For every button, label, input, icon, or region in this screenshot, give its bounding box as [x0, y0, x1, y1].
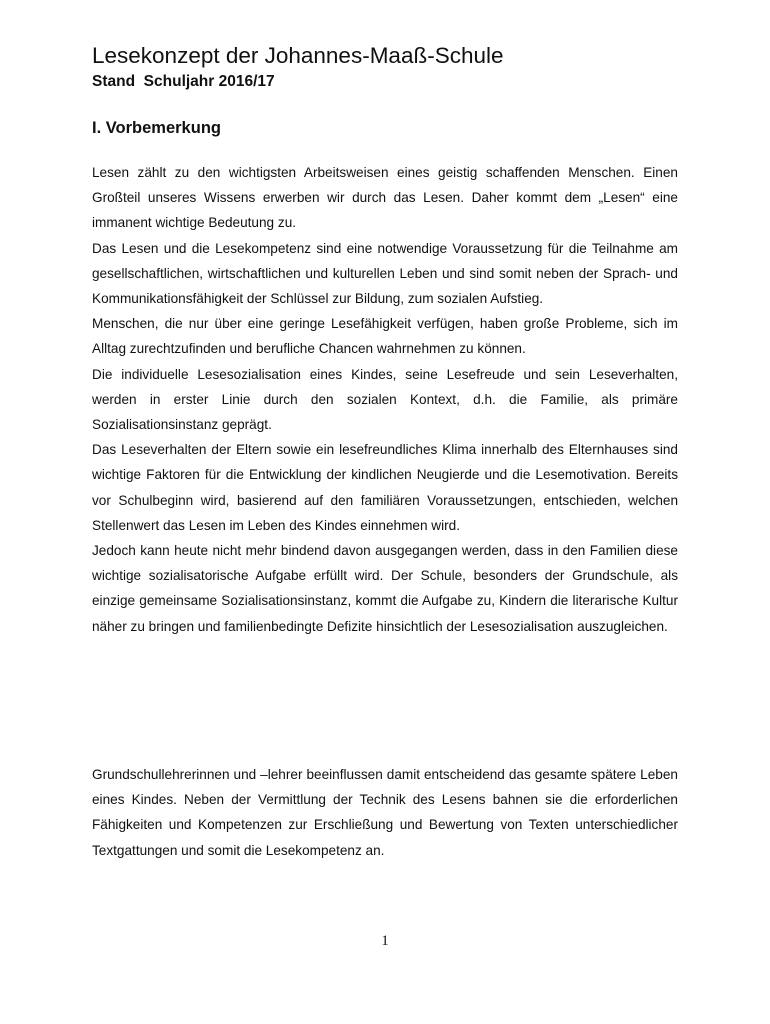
paragraph: Grundschullehrerinnen und –lehrer beeinflussen damit entscheidend das gesamte spätere Leben eines Kindes. Neben der Vermittlung der Technik des Lesens bahnen sie die erforderlichen Fähigkeiten und Kompetenzen zur Erschließung und Bewertung von Texten unterschiedlicher Textgattungen und somit die Lesekompetenz an.: [92, 767, 678, 858]
paragraph: Die individuelle Lesesozialisation eines Kindes, seine Lesefreude und sein Leseverhalten, werden in erster Linie durch den sozialen Kontext, d.h. die Familie, als primäre Sozialisationsinstanz geprägt.: [92, 366, 678, 433]
paragraph: Menschen, die nur über eine geringe Lesefähigkeit verfügen, haben große Probleme, sich im Alltag zurechtzufinden und berufliche Chancen wahrnehmen zu können.: [92, 316, 678, 357]
paragraph: Jedoch kann heute nicht mehr bindend davon ausgegangen werden, dass in den Familien diese wichtige sozialisatorische Aufgabe erfüllt wird. Der Schule, besonders der Grundschule, als einzige gemeinsame Sozialisationsinstanz, kommt die Aufgabe zu, Kindern die literarische Kultur näher zu bringen und familienbedingte Defizite hinsichtlich der Lesesozialisation auszugleichen.: [92, 543, 678, 634]
paragraph: Lesen zählt zu den wichtigsten Arbeitsweisen eines geistig schaffenden Menschen. Einen Großteil unseres Wissens erwerben wir durch das Lesen. Daher kommt dem „Lesen“ eine immanent wichtige Bedeutung zu.: [92, 165, 678, 231]
paragraph: Das Leseverhalten der Eltern sowie ein lesefreundliches Klima innerhalb des Elternhauses sind wichtige Faktoren für die Entwicklung der kindlichen Neugierde und die Lesemotivation. Bereits vor Schulbeginn wird, basierend auf den familiären Voraussetzungen, entschieden, welchen Stellenwert das Lesen im Leben des Kindes einnehmen wird.: [92, 442, 678, 533]
document-subtitle: Stand Schuljahr 2016/17: [92, 73, 275, 90]
page-number: 1: [381, 933, 389, 949]
paragraph: Das Lesen und die Lesekompetenz sind eine notwendige Voraussetzung für die Teilnahme am gesellschaftlichen, wirtschaftlichen und kulturellen Leben und sind somit neben der Sprach- und Kommunikationsfähigkeit der Schlüssel zur Bildung, zum sozialen Aufstieg.: [92, 240, 678, 307]
document-title: Lesekonzept der Johannes-Maaß-Schule: [92, 43, 504, 68]
body-text-block-1: [92, 160, 678, 639]
body-text-block-2: [92, 762, 678, 863]
section-heading: I. Vorbemerkung: [92, 119, 221, 137]
